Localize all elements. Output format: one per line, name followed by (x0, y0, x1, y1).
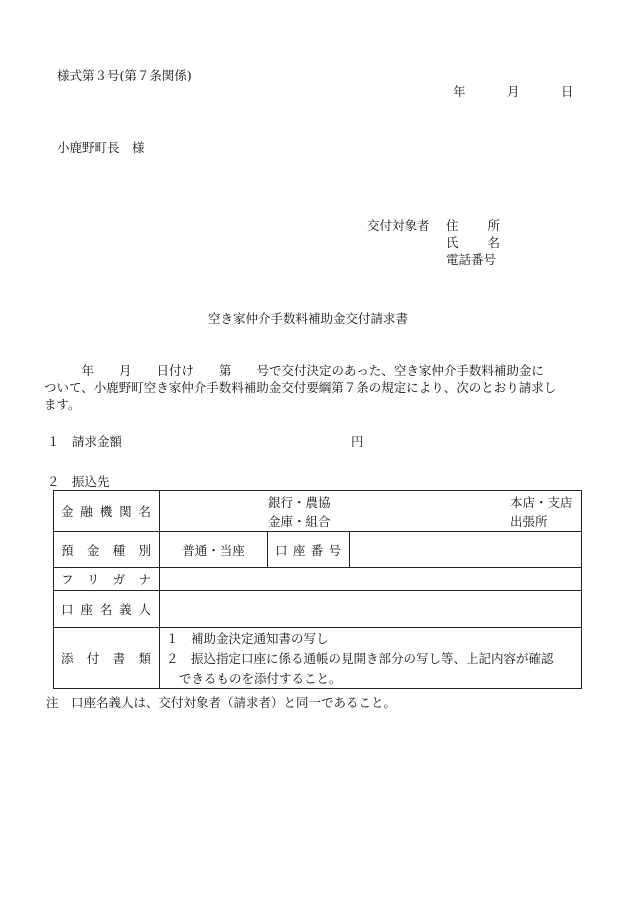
transfer-table (53, 490, 582, 689)
account-number-field[interactable] (350, 532, 582, 568)
footnote: 注 口座名義人は、交付対象者（請求者）と同一であること。 (46, 695, 397, 710)
body-line-1: 年 月 日付け 第 号で交付決定のあった、空き家仲介手数料補助金に (44, 363, 544, 378)
account-holder-label-cell (54, 591, 160, 628)
furigana-row (54, 568, 582, 591)
account-number-label-cell (268, 532, 350, 568)
attachments-label: 添 付 書 類 (61, 651, 151, 666)
deposit-type-label-cell (54, 532, 160, 568)
date-year-label: 年 (453, 84, 466, 99)
amount-unit: 円 (351, 434, 364, 449)
phone-label: 電話番号 (446, 252, 497, 267)
account-holder-field[interactable] (160, 591, 582, 628)
document-title: 空き家仲介手数料補助金交付請求書 (208, 311, 409, 326)
attachments-label-cell (54, 628, 160, 689)
account-number-label: 口 座 番 号 (275, 542, 341, 558)
bank-types-1: 銀行・農協 (268, 495, 331, 510)
furigana-label-cell (54, 568, 160, 591)
amount-label: １ 請求金額 (47, 434, 123, 449)
bank-row (54, 491, 582, 532)
transfer-label: ２ 振込先 (47, 474, 110, 489)
attachments-cell (160, 628, 582, 689)
name-label: 氏 名 (446, 235, 500, 250)
form-number: 様式第３号(第７条関係) (57, 68, 192, 83)
deposit-type-value[interactable]: 普通・当座 (160, 532, 268, 568)
bank-label: 金 融 機 関 名 (61, 504, 151, 519)
attachment-1: １ 補助金決定通知書の写し (166, 631, 329, 646)
body-line-2: ついて、小鹿野町空き家仲介手数料補助金交付要綱第７条の規定により、次のとおり請求し (44, 380, 557, 395)
bank-label-cell (54, 491, 160, 532)
address-label: 住 所 (446, 218, 500, 233)
addressee: 小鹿野町長 様 (57, 140, 145, 155)
bank-types-2: 金庫・組合 (268, 514, 331, 529)
attachment-2a: ２ 振込指定口座に係る通帳の見開き部分の写し等、上記内容が確認 (166, 651, 554, 666)
furigana-label: フ リ ガ ナ (61, 572, 151, 587)
date-month-label: 月 (507, 84, 520, 99)
deposit-type-label: 預 金 種 別 (61, 542, 151, 558)
applicant-label: 交付対象者 (367, 218, 430, 233)
attachment-2b: できるものを添付すること。 (179, 671, 342, 686)
account-holder-row (54, 591, 582, 628)
date-day-label: 日 (561, 84, 574, 99)
bank-value-cell[interactable] (160, 491, 582, 532)
deposit-row (54, 532, 582, 568)
furigana-field[interactable] (160, 568, 582, 591)
branch-types-1: 本店・支店 (510, 495, 573, 510)
branch-types-2: 出張所 (510, 514, 548, 529)
body-line-3: ます。 (44, 397, 81, 412)
account-holder-label: 口 座 名 義 人 (61, 602, 151, 617)
attachments-row (54, 628, 582, 689)
